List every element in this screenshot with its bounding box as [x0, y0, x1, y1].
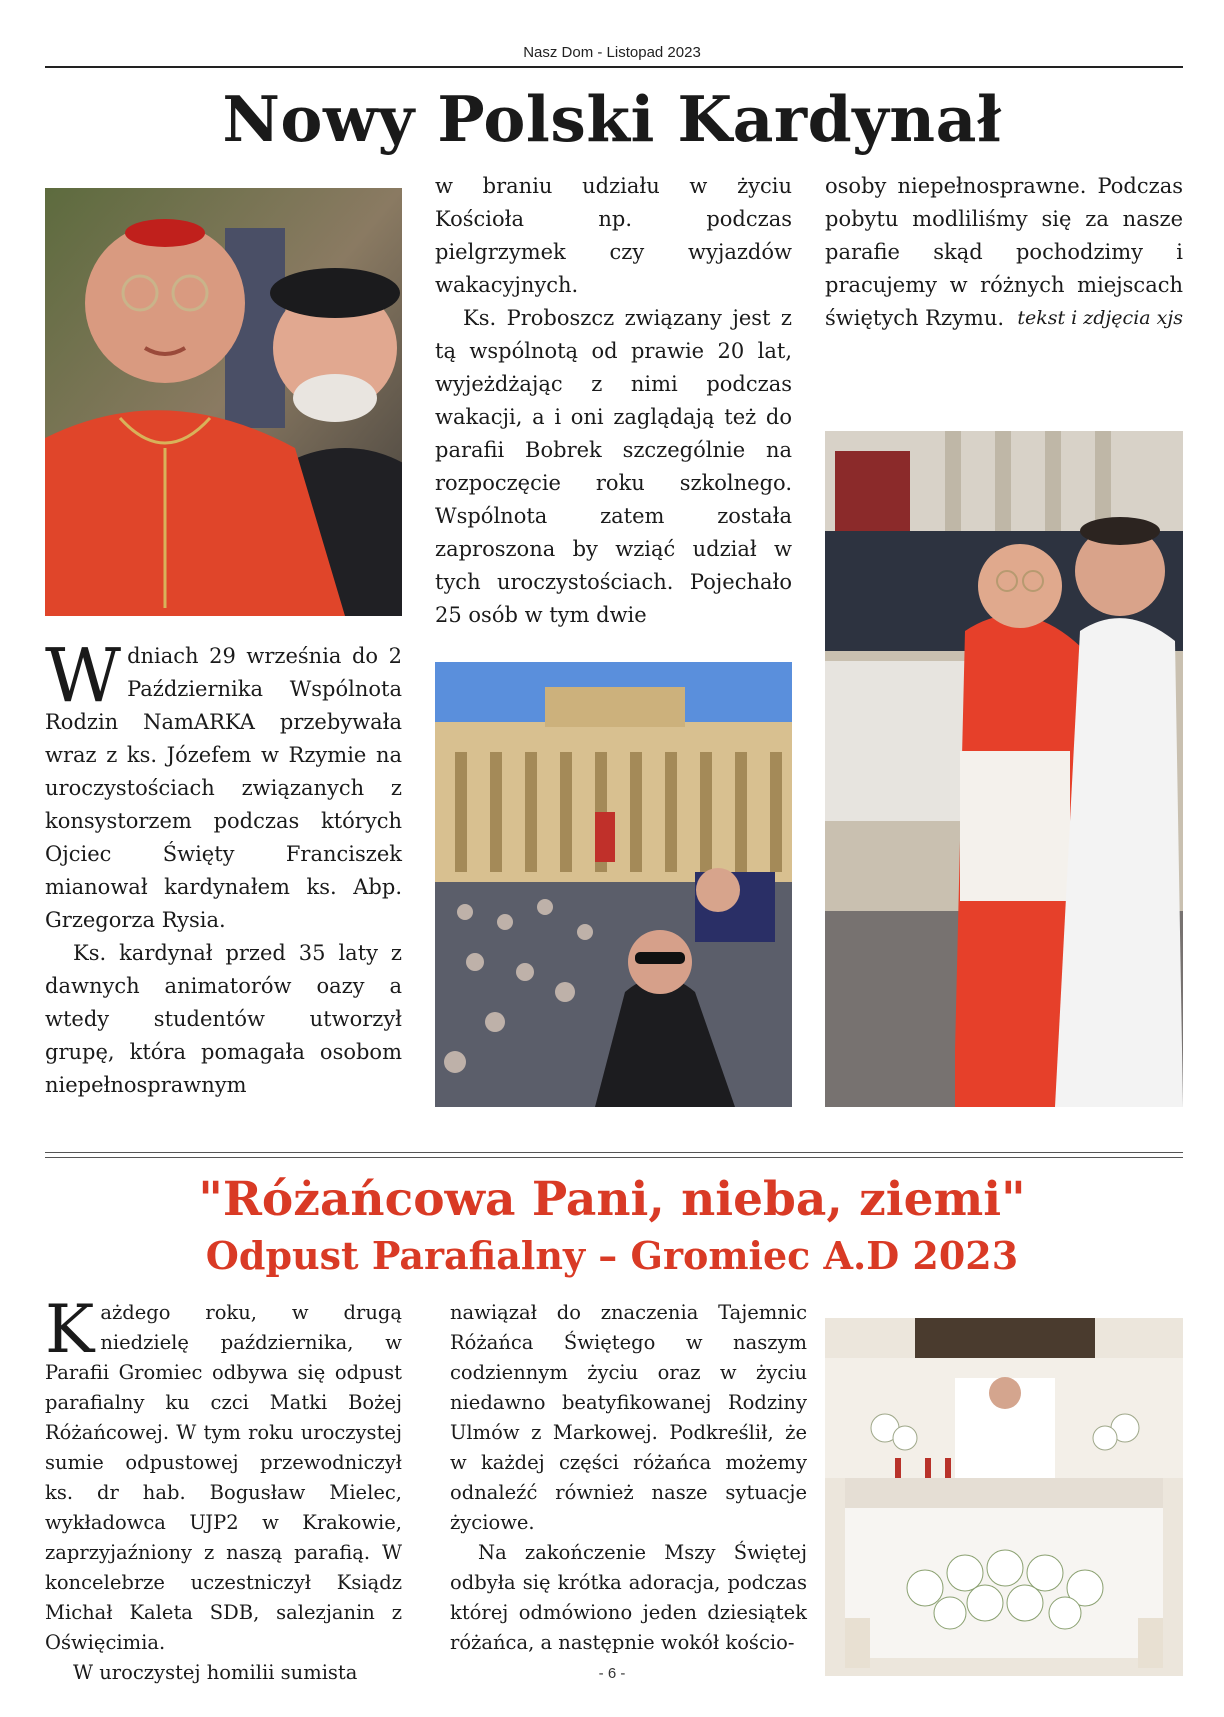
article1-column3 [825, 170, 1183, 335]
photo-credit: tekst i zdjęcia xjs [1017, 307, 1183, 329]
paragraph-text: W uroczystej homilii sumista [73, 1661, 358, 1684]
article1-column1 [45, 633, 402, 1102]
paragraph [825, 170, 1183, 335]
photo-cardinal-portrait [45, 188, 402, 616]
page-number: - 6 - [598, 1665, 626, 1682]
section-divider [45, 1152, 1183, 1153]
article1-column2 [435, 170, 792, 632]
photo-altar-mass [825, 1318, 1183, 1676]
article-title: Nowy Polski Kardynał [222, 82, 1002, 156]
paragraph: ażdego roku, w drugą niedzielę października, w Parafii Gromiec odbywa się odpust parafialny ku czci Matki Bożej Różańcowej. W tym roku uroczystej sumie odpustowej przewodniczył ks. dr hab. Bogusław Mielec, wykładowca UJP2 w Krakowie, zaprzyjaźniony z naszą parafią. W koncelebrze uczestniczył Ksiądz Michał Kaleta SDB, salezjanin z Oświęcimia. [45, 1301, 402, 1654]
paragraph: Ks. Proboszcz związany jest z tą wspólnotą od prawie 20 lat, wyjeżdżając z nimi podczas wakacji, a i oni zaglądają też do parafii Bobrek szczególnie na rozpoczęcie roku szkolnego. Wspólnota zatem została zaproszona by wziąć udział w tych uroczystościach. Pojechało 25 osób w tym dwie [435, 306, 792, 627]
paragraph: Na zakończenie Mszy Świętej odbyła się krótka adoracja, podczas której odmówiono jeden dziesiątek różańca, a następnie wokół kościo- [450, 1541, 807, 1654]
publication-header: Nasz Dom - Listopad 2023 [523, 44, 701, 61]
article2-subtitle: Odpust Parafialny – Gromiec A.D 2023 [205, 1233, 1019, 1278]
header-rule [45, 66, 1183, 68]
photo-cardinal-ceremony [825, 431, 1183, 1107]
drop-cap: K [45, 1291, 95, 1368]
paragraph-text: osoby niepełnosprawne. Podczas pobytu modliliśmy się za nasze parafie skąd pochodzimy i pracujemy w różnych miejscach świętych Rzymu. [825, 174, 1183, 330]
section-divider [45, 1157, 1183, 1158]
paragraph: Ks. kardynał przed 35 laty z dawnych animatorów oazy a wtedy studentów utworzył grupę, która pomagała osobom niepełnosprawnym [45, 941, 402, 1097]
photo-st-peters-square [435, 662, 792, 1107]
article2-title: "Różańcowa Pani, nieba, ziemi" [198, 1172, 1026, 1227]
article2-column1 [45, 1291, 402, 1688]
drop-cap: W [45, 633, 122, 719]
paragraph: dniach 29 września do 2 Października Wspólnota Rodzin NamARKA przebywała wraz z ks. Józefem w Rzymie na uroczystościach związanych z konsystorzem podczas których Ojciec Święty Franciszek mianował kardynałem ks. Abp. Grzegorza Rysia. [45, 644, 402, 932]
paragraph: w braniu udziału w życiu Kościoła np. podczas pielgrzymek czy wyjazdów wakacyjnych. [435, 174, 792, 297]
paragraph: nawiązał do znaczenia Tajemnic Różańca Świętego w naszym codziennym życiu oraz w życiu niedawno beatyfikowanej Rodziny Ulmów z Markowej. Podkreślił, że w każdej części różańca możemy odnaleźć również nasze sytuacje życiowe. [450, 1301, 807, 1534]
article2-column2 [450, 1298, 807, 1658]
